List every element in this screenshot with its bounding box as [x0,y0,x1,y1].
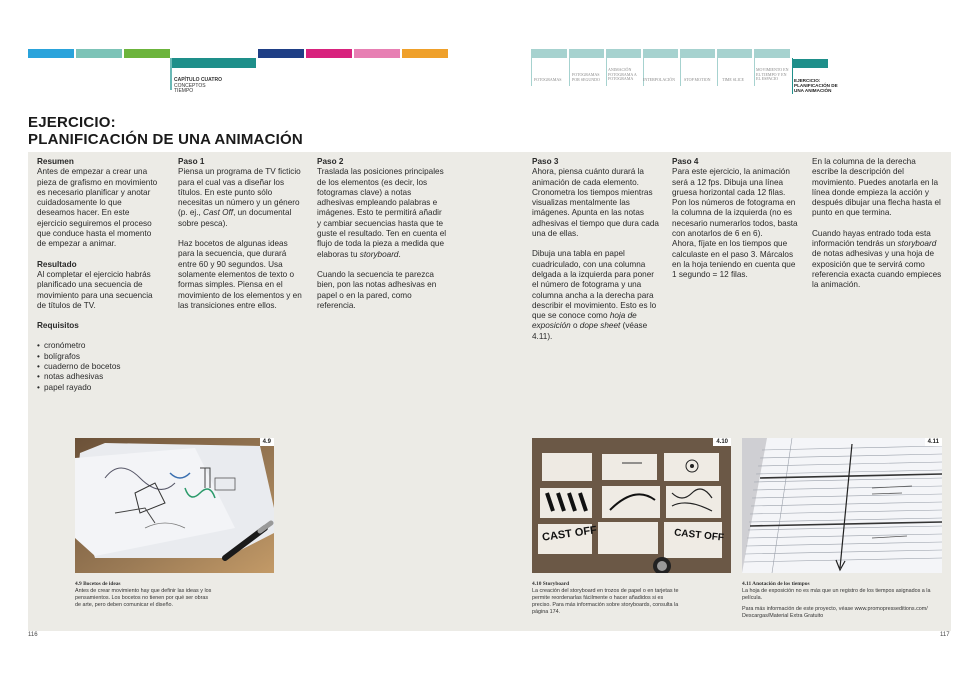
caption-4-9 [75,581,215,609]
page-number-left: 116 [28,632,38,638]
list-item: • cronómetro [37,341,161,351]
text-span: (véase 4.11). [532,321,648,341]
heading-requisitos: Requisitos [37,321,79,331]
text-italic: hoja de exposición [532,311,637,331]
caption-text: La hoja de exposición no es más que un registro de los tiempos asignados a la película. [742,588,931,601]
column-paso4 [672,157,801,291]
photo-sketches [75,438,274,573]
caption-title: 4.9 Bocetos de ideas [75,581,121,587]
nav-item-fps[interactable]: FOTOGRAMAS POR SEGUNDO [572,72,600,82]
nav-strip-3 [606,49,641,58]
nav-strip-7 [754,49,790,58]
heading-paso1: Paso 1 [178,157,205,166]
figure-badge: 4.9 [260,438,274,446]
caption-extra: Para más información de este proyecto, véase www.promopresseditions.com/ Descargas/Material Extra Gratuito [742,606,928,619]
nav-item-time-slice[interactable]: TIME SLICE [722,77,744,82]
text-span: , un documental sobre pesca). [178,208,292,228]
column-paso2 [317,157,447,321]
nav-strip-4 [643,49,678,58]
nav-strip-6 [717,49,752,58]
spacer [37,331,161,341]
text-span: Cuando hayas entrado toda esta información tendrás un [812,228,931,249]
storyboard-illustration [532,438,731,573]
color-bar-7 [354,49,400,58]
column-summary [37,157,161,393]
title-line1: EJERCICIO: [28,114,116,131]
color-bar-2 [76,49,122,58]
card-text-cast-off-2: CAST OFF [673,527,725,544]
photo-exposure-sheet [742,438,942,573]
text-italic: storyboard [359,249,399,259]
text-italic: Cast Off [203,208,234,218]
chapter-sub2: TIEMPO [174,88,194,94]
nav-item-fotogramas[interactable]: FOTOGRAMAS [534,77,562,82]
color-bar-4-current [172,58,256,68]
nav-strip-2 [569,49,604,58]
text-paso3-a: Ahora, piensa cuánto durará la animación de cada elemento. Cronometra los tiempos mientras visualizas mentalmente las imágenes. Apunta en las notas adhesivas el tiempo que dura cada una de ellas. [532,167,659,239]
list-item: • bolígrafos [37,352,161,362]
text-resultado: Al completar el ejercicio habrás planificado una secuencia de movimiento para una secuencia de títulos de TV. [37,269,153,310]
chapter-sub1: CONCEPTOS [174,82,206,89]
list-item: • papel rayado [37,383,161,393]
color-bar-1 [28,49,74,58]
text-span: Dibuja una tabla en papel cuadriculado, con una columna delgada a la izquierda para poner el número de fotograma y una columna ancha a la derecha para describir el movimiento. Esto es lo que se conoce como [532,249,657,321]
nav-item-current[interactable]: EJERCICIO: PLANIFICACIÓN DE UNA ANIMACIÓN [794,78,838,93]
nav-strip-1 [531,49,567,58]
card-text-cast-off-1: CAST OFF [541,524,598,544]
nav-tick-1 [531,58,532,86]
text-paso4-b: Ahora, fíjate en los tiempos que calculaste en el paso 3. Márcalos en la hoja teniendo en cuenta que 1 segundo = 12 filas. [672,239,796,280]
text-italic: storyboard [897,239,937,249]
nav-tick-7 [754,58,755,86]
color-bar-8 [402,49,448,58]
heading-paso3: Paso 3 [532,157,559,166]
requirements-list [37,341,161,392]
text-paso2-a [317,167,447,260]
caption-text: La creación del storyboard en trozos de papel o en tarjetas te permite reordenarlas fácilmente o hacer añadidos si es preciso. Para más información sobre storyboards, consulta la página 174. [532,588,679,615]
text-span: Piensa un programa de TV ficticio para el cual vas a diseñar los títulos. En este punto sólo necesitas un número y un género (p. ej., [178,167,301,218]
color-bar-6 [306,49,352,58]
photo-storyboard [532,438,731,573]
heading-resumen: Resumen [37,157,74,166]
color-bar-5 [258,49,304,58]
text-cont-b [812,229,944,291]
figure-badge: 4.10 [713,438,731,446]
caption-text: Antes de crear movimiento hay que definir las ideas y los pensamientos. Los bocetos no tienen por qué ser obras de arte, pero deben comunicar el diseño. [75,588,212,608]
text-paso1-a [178,167,306,229]
caption-title: 4.10 Storyboard [532,581,570,587]
page-number-right: 117 [940,632,950,638]
chapter-title: CAPÍTULO CUATRO [174,77,222,83]
exposure-sheet-illustration [742,438,942,573]
heading-paso2: Paso 2 [317,157,344,166]
text-italic: dope sheet [579,321,621,331]
nav-item-frame-by-frame[interactable]: ANIMACIÓN FOTOGRAMA A FOTOGRAMA [608,67,637,82]
color-bar-3 [124,49,170,58]
chapter-label [174,78,222,95]
figure-badge: 4.11 [925,438,942,446]
list-item: • cuaderno de bocetos [37,362,161,372]
nav-tick-2 [569,58,570,86]
text-span: de notas adhesivas y una hoja de exposición que te servirá como referencia exacta cuando empieces la animación. [812,249,942,290]
sketches-illustration [75,438,274,573]
text-paso2-b: Cuando la secuencia te parezca bien, pon las notas adhesivas en papel o en la pared, como referencia. [317,269,437,310]
column-continuation [812,157,944,301]
nav-current-bar [792,59,828,68]
text-paso1-b: Haz bocetos de algunas ideas para la secuencia, que durará entre 60 y 90 segundos. Usa solamente elementos de texto o formas simples. Piensa en el movimiento de los elementos y en las transiciones entre ellos. [178,239,302,310]
nav-item-interpolacion[interactable]: INTERPOLACIÓN [643,77,675,82]
chapter-marker [170,58,172,90]
nav-tick-3 [606,58,607,86]
caption-4-11 [742,581,947,620]
text-paso3-b [532,249,662,342]
heading-resultado: Resultado [37,259,77,269]
column-paso3 [532,157,662,352]
caption-4-10 [532,581,682,616]
text-span: . [398,249,401,259]
text-span: o [570,321,580,331]
nav-item-stop-motion[interactable]: STOP MOTION [684,77,711,82]
nav-strip-5 [680,49,715,58]
heading-paso4: Paso 4 [672,157,699,166]
list-item: • notas adhesivas [37,372,161,382]
title-line2: PLANIFICACIÓN DE UNA ANIMACIÓN [28,131,303,148]
text-cont-a: En la columna de la derecha escribe la descripción del movimiento. Puedes anotarla en la línea donde empieza la acción y después dibujar una flecha hasta el punto en que termina. [812,157,941,218]
column-paso1 [178,157,306,321]
nav-item-movimiento[interactable]: MOVIMIENTO EN EL TIEMPO Y EN EL ESPACIO [756,67,789,82]
page-title [28,114,303,148]
caption-title: 4.11 Anotación de los tiempos [742,581,810,587]
text-resumen: Antes de empezar a crear una pieza de grafismo en movimiento es necesario planificar y anotar cuidadosamente lo que deseamos hacer. En este ejercicio seguiremos el proceso que conduce hasta el momento de empezar a animar. [37,167,158,249]
text-span: Traslada las posiciones principales de los elementos (es decir, los fotogramas clave) a notas adhesivas empleando palabras e imágenes. Esto te permitirá añadir y cambiar secuencias hasta que te guste el resultado. Ten en cuenta el flujo de toda la pieza a medida que elaboras tu [317,167,447,259]
text-paso4-a: Para este ejercicio, la animación será a 12 fps. Dibuja una línea gruesa horizontal cada 12 filas. Pon los números de fotograma en la columna de la izquierda (no es necesario numerarlos todos, basta con anotarlos de 6 en 6). [672,167,798,239]
